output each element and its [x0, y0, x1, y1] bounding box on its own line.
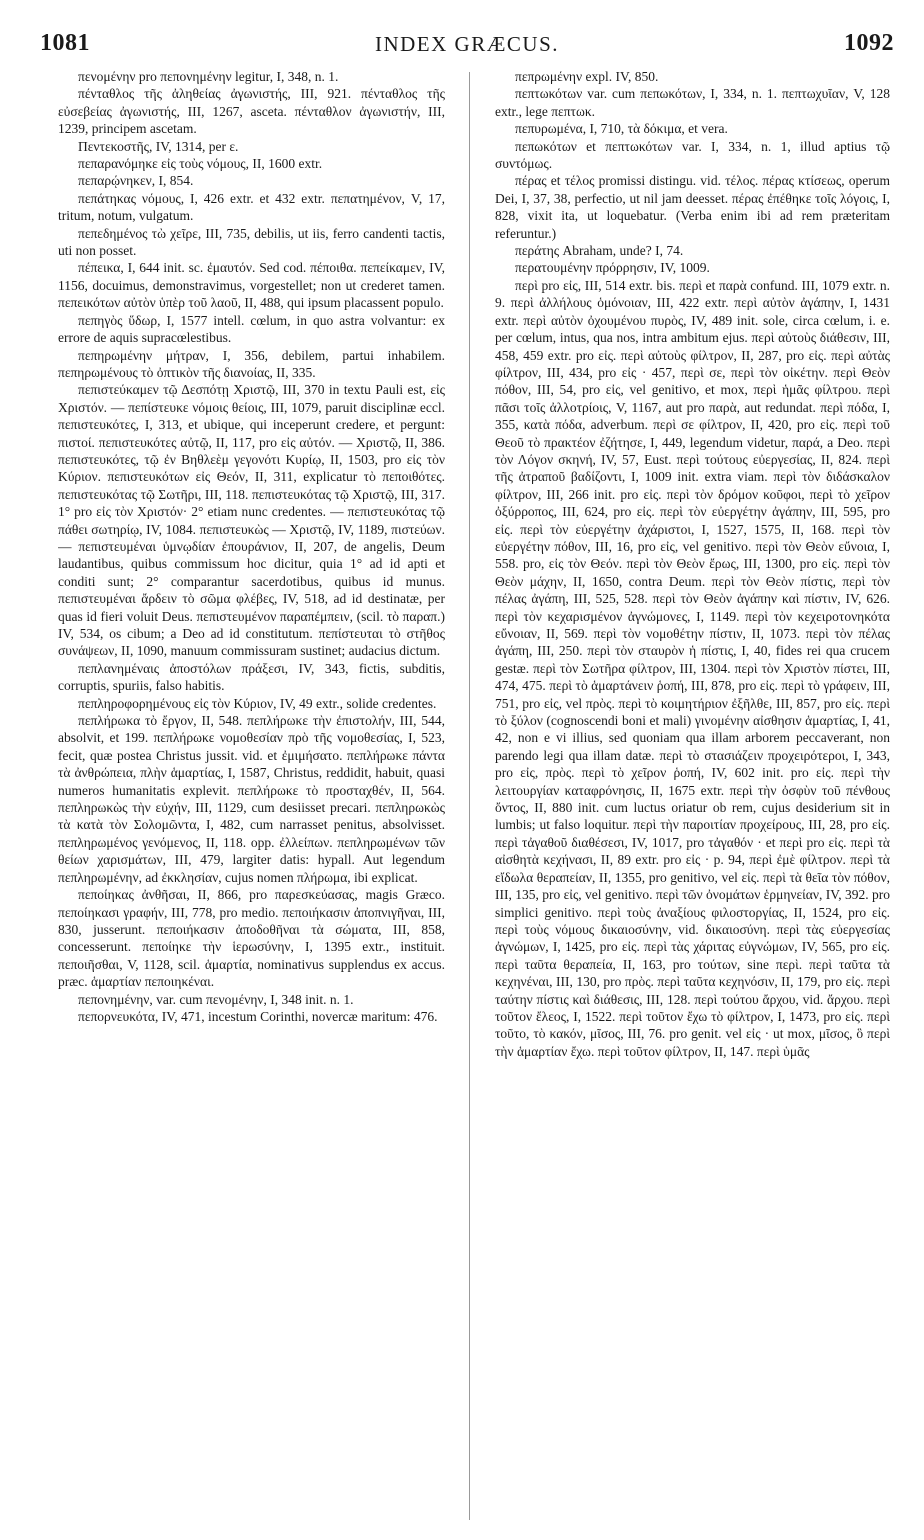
- index-entry: περὶ pro εἰς, III, 514 extr. bis. περὶ et παρὰ confund. III, 1079 extr. n. 9. περὶ ἀλλήλους ὁμόνοιαν, III, 422 extr. περὶ αὐτὸν ἀγάπην, I, 1431 extr. περὶ αὐτὸν ὀχουμένου πυρὸς, IV, 489 init. sole, circa cœlum, i. e. per cœlum, intus, qua nos, intra ambitum ejus. περὶ αὐτοὺς διάθεσιν, III, 458, 459 extr. pro εἰς. περὶ αὐτοὺς φίλτρον, II, 287, pro εἰς. περὶ αὐτὰς φίλτρον, III, 434, pro εἰς · 457, περὶ σε, περὶ τὸν οἰκέτην. περὶ Θεὸν πόθον, III, 54, pro εἰς, vel genitivo, et mox, περὶ ἡμᾶς φίλτρου. περὶ πᾶσι τοῖς ἀλλοτρίοις, V, 1167, aut pro παρὰ, aut redundat. περὶ πόδα, I, 355, κατὰ πόδα, adverbum. περὶ σε φίλτρον, II, 420, pro εἰς. περὶ τοῦ Θεοῦ τὸ πρακτέον ἐζήτησε, I, 449, legendum videtur, παρά, a Deo. περὶ τὸν Λόγον σκηνή, IV, 57, Eust. περὶ τούτους εὐεργεσίας, II, 824. περὶ τῆς ἀτραποῦ βαδίζοντι, I, 1009 init. extra viam. περὶ τὸν διδάσκαλον φίλτρον, III, 266 init. pro εἰς. περὶ τὸν δρόμον κοῦφοι, περὶ τὸ χεῖρον ὀξύρροπος, III, 624, pro εἰς. περὶ τὸν εὐεργέτην ἀγάπην, III, 595, pro εἰς. περὶ τὸν εὐεργέτην ἀχάριστοι, I, 1527, 1575, II, 168. περὶ τὸν εὐεργέτην πόθον, III, 16, pro εἰς, vel genitivo. περὶ τὸν Θεὸν εὔνοια, I, 558. pro, εἰς τὸν Θεόν. περὶ τὸν Θεὸν ἔρως, III, 1300, pro εἰς. περὶ τὸν Θεὸν μάχην, II, 1650, contra Deum. περὶ τὸν Θεὸν πίστις, περὶ τὸν πέλας ἀγάπη, III, 525, 528. περὶ τὸν Θεὸν ἀγάπην καὶ πίστιν, IV, 626. περὶ τὸν κεχαρισμένον ἀγνώμονες, I, 1149. περὶ τὸν κεχειροτονηκότα εὔνοιαν, II, 569. περὶ τὸν νομοθέτην πίστιν, II, 1073. περὶ τὸν πέλας ἀγάπη, III, 250. περὶ τὸν σταυρὸν ἡ πίστις, I, 40, fides rei qua crucem gestæ. περὶ τὸν Σωτῆρα φίλτρον, III, 1304. περὶ τὸν Χριστὸν πίστει, III, 474, 475. περὶ τὸ ἁμαρτάνειν ῥοπή, III, 878, pro εἰς. περὶ τὸ γράφειν, III, 751, pro εἰς, vel πρὸς. περὶ τὸ κοιμητήριον ἐξῆλθε, III, 857, pro εἰς. περὶ τὸ ξύλον (cognoscendi boni et mali) γινομένην αἰσθησιν ἁμαρτίας, I, 41, 42, non e vi illius, sed quoniam qua illam arborem peccaverant, non parendo legi qua illam datæ. περὶ τὸ στασιάζειν προχειρότεροι, I, 343, pro εἰς, πρὸς. περὶ τὸ χεῖρον ῥοπή, IV, 602 init. pro εἰς. περὶ τὴν λειτουργίαν καταφρόνησις, II, 1675 extr. περὶ τὴν ὀσφὺν τοῦ πένθους ὄντος, II, 880 init. cum luctus oriatur ob rem, cujus desiderium sit in lumbis; ut falso loquitur. περὶ τὴν παροιτίαν προχείρους, III, 28, pro εἰς. περὶ τἀγαθοῦ διαθέσεσι, IV, 1017, pro τἀγαθόν · et περὶ pro εἰς. περὶ τὰ αἰσθητὰ κεχήνασι, II, 89 extr. pro εἰς · p. 94, περὶ ἐμὲ φίλτρον. περὶ τὰ εἴδωλα θεραπείαν, II, 1355, pro genitivo, vel εἰς. περὶ τὰ θεῖα τὸν πόθον, III, 135, pro εἰς, vel genitivo. περὶ τῶν ὀνομάτων ἑρμηνείαν, IV, 392. pro simplici genitivo. περὶ τοὺς ἀναξίους φιλοστοργίας, II, 1524, pro εἰς. περὶ τοὺς νόμους δικαιοσύνην, vid. δικαιοσύνη. περὶ τὰς εὐεργεσίας ἀγνώμων, I, 1425, pro εἰς. περὶ τὰς χάριτας εὐγνώμων, IV, 565, pro εἰς. περὶ ταῦτα θεραπεία, II, 163, pro τούτων, sine περὶ. περὶ ταῦτα τὰ κεχηνέναι, III, 130, pro πρὸς. περὶ ταῦτα κεχηνόσιν, II, 179, pro εἰς. περὶ ταύτην πίστις καὶ διάθεσις, III, 128. περὶ τούτου ἄρχου, vid. ἄρχου. περὶ τοῦτον ἔλεος, I, 1522. περὶ τοῦτον ἔχω τὸ φίλτρον, I, 1473, pro εἰς. περὶ τοῦτο, τὸ κακόν, μῖσος, III, 76. pro genit. vel εἰς · ut mox, μῖσος, ὃ περὶ τὴν ἁμαρτίαν ἔχω. περὶ τοῦτον φίλτρον, II, 147. περὶ ὑμᾶς: [495, 277, 890, 1059]
- index-entry: πεπτωκότων var. cum πεπωκότων, I, 334, n. 1. πεπτωχυῖαν, V, 128 extr., lege πεπτωκ.: [495, 86, 890, 119]
- index-entry: πέπεικα, I, 644 init. sc. ἐμαυτόν. Sed cod. πέποιθα. πεπείκαμεν, IV, 1156, docuimus, demonstravimus, vorgestellet; non ut crederet tamen. πεπεικότων αὐτὸν ὑπὲρ τοῦ λαοῦ, II, 488, qui ipsum placassent populo.: [58, 260, 445, 311]
- page-header: [40, 30, 894, 60]
- index-entry: πεπληροφορημένους εἰς τὸν Κύριον, IV, 49 extr., solide credentes.: [78, 695, 437, 711]
- left-column: [58, 68, 445, 1528]
- index-entry: πεπάτηκας νόμους, I, 426 extr. et 432 extr. πεπατημένον, V, 17, tritum, notum, vulgatum.: [58, 190, 445, 224]
- index-entry: πεπορνευκότα, IV, 471, incestum Corinthi, novercæ maritum: 476.: [78, 1008, 438, 1024]
- index-entry: πεπαρανόμηκε εἰς τοὺς νόμους, II, 1600 extr.: [78, 156, 323, 172]
- index-entry: πένταθλος τῆς ἀληθείας ἀγωνιστής, III, 921. πένταθλος τῆς εὐσεβείας ἀγωνιστής, III, 1267, asceta. πένταθλον ἀγωνιστήν, III, 1239, principem ascetam.: [58, 86, 445, 137]
- index-entry: πεπιστεύκαμεν τῷ Δεσπότῃ Χριστῷ, III, 370 in textu Pauli est, εἰς Χριστόν. — πεπίστευκε νόμοις θείοις, III, 1079, paruit disciplinæ eccl. πεπιστευκότες, I, 313, et ubique, qui inceperunt credere, et pergunt: πιστοί. πεπιστευκότες αὐτῷ, II, 117, pro εἰς αὐτόν. — Χριστῷ, II, 386. πεπιστευκότες, τῷ ἐν Βηθλεὲμ γεγονότι Κυρίῳ, II, 1503, pro εἰς τὸν Κύριον. πεπιστευκότων εἰς Θεόν, II, 311, explicatur τὸ πεποιθότες. πεπιστευκότας τῷ Σωτῆρι, III, 118. πεπιστευκότας τῷ Χριστῷ, III, 317. 1° pro εἰς τὸν Χριστόν· 2° etiam nunc credentes. — πεπιστευκότας τῷ πάθει σωτηρίῳ, IV, 1084. πεπιστευκὼς — Χριστῷ, IV, 1189, πιστεύων. — πεπιστευμέναι ὑμνῳδίαν ἐπουράνιον, II, 207, de angelis, Deum laudantibus, quibus commissum hoc dicitur, quia 1° ad id apti et conditi sunt; 2° comparantur sacerdotibus, quibus id munus. πεπιστευμέναι ἄρδειν τὸ σῶμα φλέβες, IV, 518, ad id destinatæ, per quas id fieri voluit Deus. πεπιστευμένον παραπέμπειν, (scil. τὸ παραπ.) IV, 534, os cibum; a Deo ad id constitutum. πεπίστευται τὸ στῆθος συνάψεων, II, 1090, manuum commissuram sustinet; audacius dictum.: [58, 382, 445, 659]
- index-entry: Πεντεκοστῆς, IV, 1314, per ε.: [78, 138, 239, 154]
- index-entry: πεπηρωμένην μήτραν, I, 356, debilem, partui inhabilem. πεπηρωμένους τὸ ὀπτικὸν τῆς διανοίας, II, 335.: [58, 347, 445, 380]
- index-entry: πεπηγὸς ὕδωρ, I, 1577 intell. cœlum, in quo astra volvantur: ex errore de aquis supracœlestibus.: [58, 312, 445, 346]
- index-entry: περάτης Abraham, unde? I, 74.: [515, 243, 684, 259]
- column-divider: [469, 72, 470, 1520]
- index-entry: πεπρωμένην expl. IV, 850.: [515, 69, 659, 84]
- page-number-right: 1092: [844, 30, 894, 56]
- index-entry: περατουμένην πρόρρησιν, IV, 1009.: [515, 260, 710, 276]
- index-entry: πεπονημένην, var. cum πενομένην, I, 348 init. n. 1.: [78, 991, 354, 1007]
- index-entry: πέρας et τέλος promissi distingu. vid. τέλος. πέρας κτίσεως, operum Dei, I, 37, 38, perfectio, ut nil jam deesset. πέρας ἐπέθηκε τοῖς λόγοις, I, 828, vixit ita, ut loquebatur. (Verba enim ibi ad rem præteritam referuntur.): [495, 173, 890, 241]
- index-entry: πεπυρωμένα, I, 710, τὰ δόκιμα, et vera.: [515, 121, 728, 137]
- right-column: [495, 68, 890, 1528]
- index-entry: πεπαρῴνηκεν, I, 854.: [78, 173, 194, 189]
- running-title: INDEX GRÆCUS.: [374, 32, 559, 56]
- index-entry: πεπλήρωκα τὸ ἔργον, II, 548. πεπλήρωκε τὴν ἐπιστολήν, III, 544, absolvit, et 199. πεπλήρωκε νομοθεσίαν πρὸ τῆς νομοθεσίας, I, 523, fecit, quæ postea Christus jussit. vid. et ἐμιμήσατο. πεπλήρωκε πάντα τὰ ἀνθρώπεια, πλὴν ἁμαρτίας, I, 1587, Christus, reddidit, habuit, quasi numeros humanitatis explevit. πεπλήρωκε τὸ προσταχθέν, II, 564. πεπληρωκὼς τὴν εὐχήν, III, 1129, cum desiisset precari. πεπληρωκὼς τὰ κατὰ τὸν Σολομῶντα, I, 482, cum narrasset penitus, absolvisset. πεπληρωμένος γενόμενος, II, 118. opp. ἐλλείπων. πεπληρωμένων τῶν θείων χαρισμάτων, III, 479, largiter datis: hypall. Aut legendum πεπληρωμένην, ad ἐκκλησίαν, cujus nomen πλήρωμα, ibi explicat.: [58, 713, 445, 885]
- index-entry: πεπεδημένος τὼ χεῖρε, III, 735, debilis, ut iis, ferro candenti tactis, uti non posset.: [58, 225, 445, 259]
- index-entry: πεπλανημέναις ἀποστόλων πράξεσι, IV, 343, fictis, subditis, corruptis, spuriis, falso habitis.: [58, 660, 445, 694]
- index-entry: πενομένην pro πεπονημένην legitur, I, 348, n. 1.: [78, 69, 339, 84]
- index-entry: πεποίηκας ἀνθῆσαι, II, 866, pro παρεσκεύασας, magis Græco. πεποίηκασι γραφήν, III, 778, pro medio. πεποιήκασιν ἀποπνιγῆναι, III, 830, jusserunt. πεποιήκασιν ἀποδοθῆναι τὰ σώματα, III, 858, concesserunt. πεποίηκε τὴν ἱερωσύνην, I, 1395 extr., instituit. πεποιῆσθαι, V, 1128, scil. ἁμαρτία, nominativus supplendus ex accus. præc. ἁμαρτίαν πεποιηκέναι.: [58, 887, 445, 990]
- page-number-left: 1081: [40, 30, 90, 56]
- index-entry: πεπωκότων et πεπτωκότων var. I, 334, n. 1, illud aptius τῷ συντόμως.: [495, 138, 890, 172]
